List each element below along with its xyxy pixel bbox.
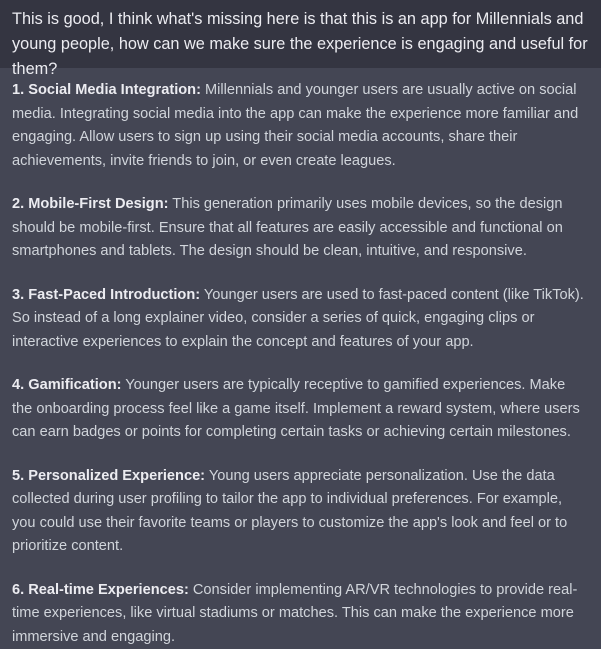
point-social-media-integration: [12, 79, 589, 173]
point-body: Young users appreciate personalization. Use the data collected during user profiling to tailor the app to individual preferences. For example, you could use their favorite teams or players to customize the app's look and feel or to prioritize content.: [12, 468, 567, 555]
user-message-text: This is good, I think what's missing here is that this is an app for Millennials and young people, how can we make sure the experience is engaging and useful for them?: [12, 10, 588, 78]
point-title: 4. Gamification:: [12, 377, 121, 393]
point-gamification: [12, 374, 589, 445]
point-title: 2. Mobile-First Design:: [12, 196, 169, 212]
point-body: This generation primarily uses mobile devices, so the design should be mobile-first. Ensure that all features are easily accessible and functional on smartphones and tablets. The design should be clean, intuitive, and responsive.: [12, 196, 563, 259]
point-body: Younger users are typically receptive to gamified experiences. Make the onboarding process feel like a game itself. Implement a reward system, where users can earn badges or points for completing certain tasks or achieving certain milestones.: [12, 377, 580, 440]
point-title: 1. Social Media Integration:: [12, 82, 201, 98]
point-fast-paced-introduction: [12, 284, 589, 355]
point-title: 6. Real-time Experiences:: [12, 582, 189, 598]
point-real-time-experiences: [12, 579, 589, 649]
point-body: Younger users are used to fast-paced content (like TikTok). So instead of a long explainer video, consider a series of quick, engaging clips or interactive experiences to explain the concept and features of your app.: [12, 287, 584, 350]
point-body: Millennials and younger users are usually active on social media. Integrating social media into the app can make the experience more familiar and engaging. Allow users to sign up using their social media accounts, share their achievements, invite friends to join, or even create leagues.: [12, 82, 578, 169]
assistant-message: [0, 68, 601, 648]
point-body: Consider implementing AR/VR technologies to provide real-time experiences, like virtual stadiums or matches. This can make the experience more immersive and engaging.: [12, 582, 577, 645]
point-mobile-first-design: [12, 193, 589, 264]
user-message: [0, 0, 601, 68]
point-title: 5. Personalized Experience:: [12, 468, 205, 484]
point-title: 3. Fast-Paced Introduction:: [12, 287, 200, 303]
point-personalized-experience: [12, 465, 589, 559]
